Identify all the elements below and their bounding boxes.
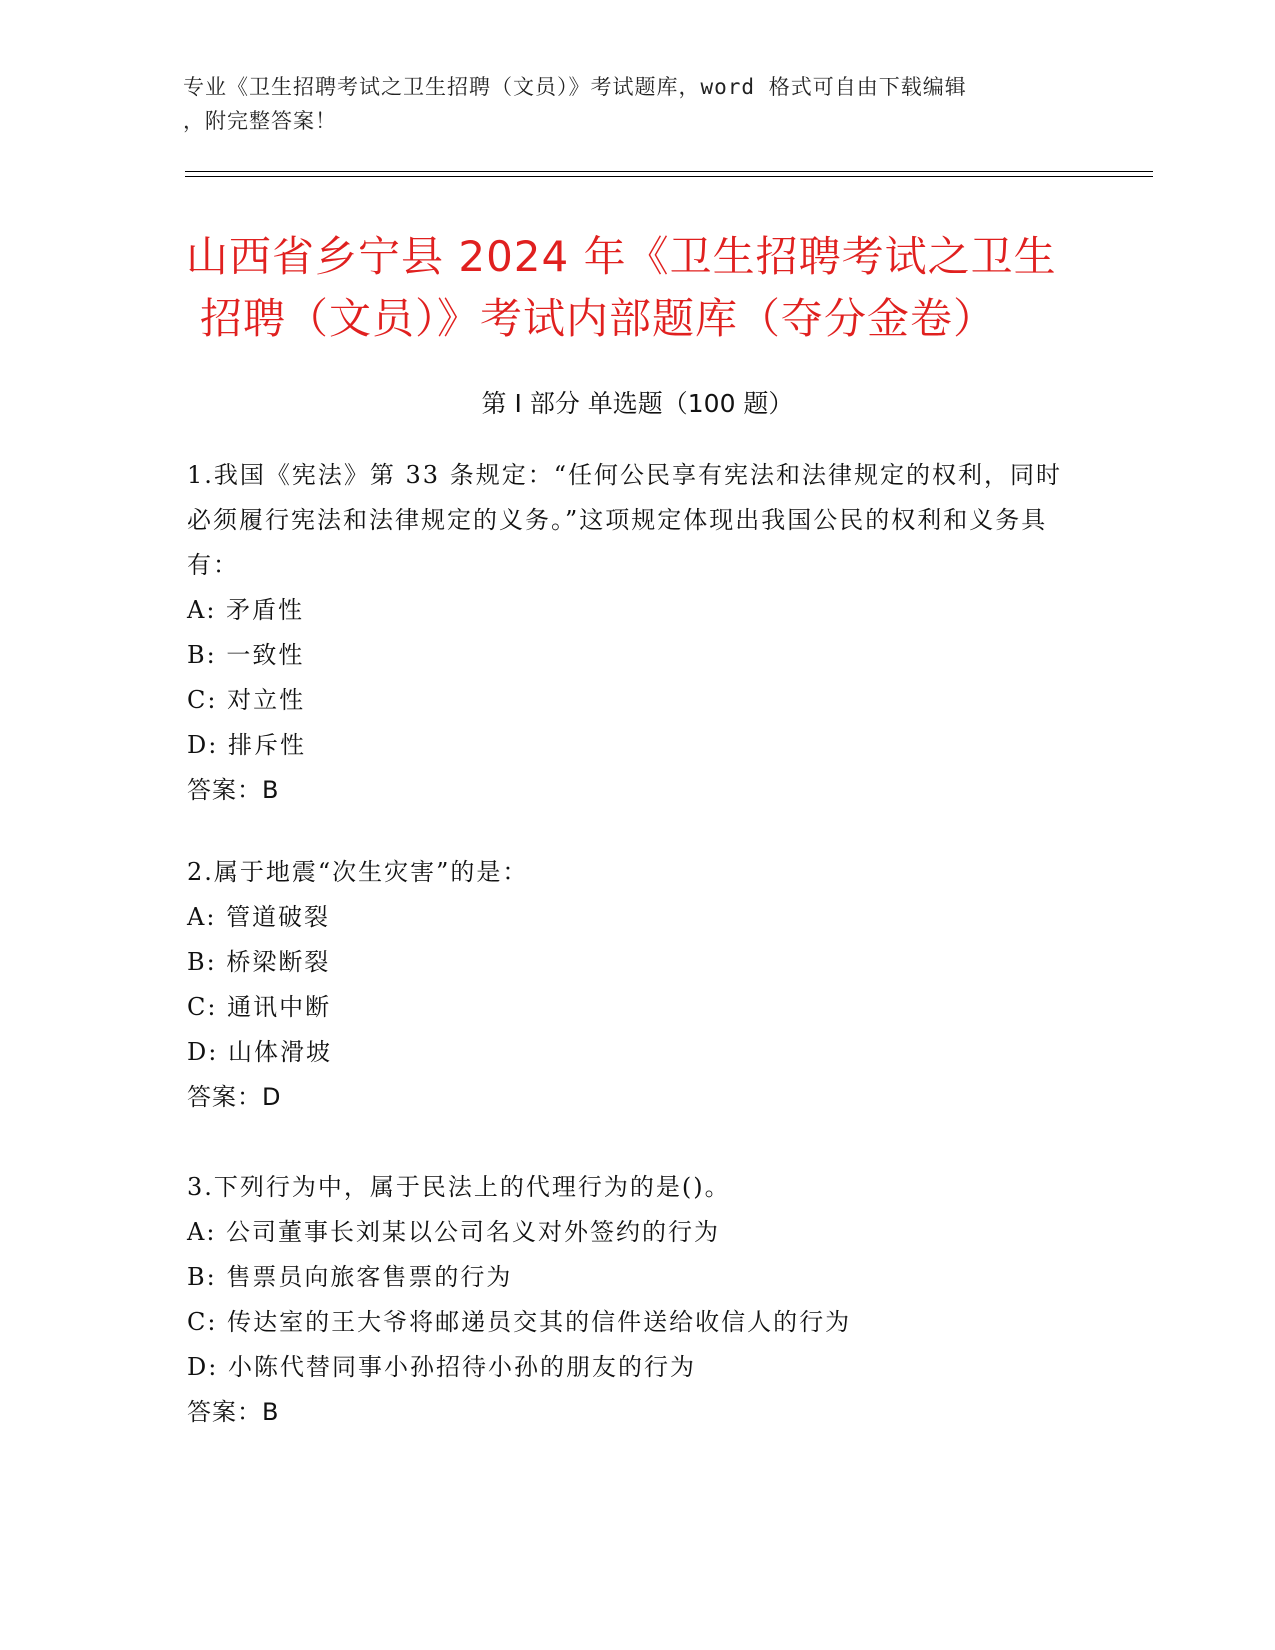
answer: 答案：B [187,1398,280,1426]
option-b: B: 一致性 [187,641,305,669]
question-3 [187,1165,1087,1435]
option-c: C: 传达室的王大爷将邮递员交其的信件送给收信人的行为 [187,1308,852,1336]
document-title-line1: 山西省乡宁县 2024 年《卫生招聘考试之卫生 [186,232,1057,281]
option-d: D: 排斥性 [187,731,306,759]
question-stem: 2.属于地震“次生灾害”的是： [187,858,529,886]
option-b: B: 桥梁断裂 [187,948,331,976]
option-a: A: 矛盾性 [187,596,305,624]
answer: 答案：D [187,1083,282,1111]
header-divider-top [185,171,1153,172]
section-heading: 第 I 部分 单选题（100 题） [481,389,794,418]
answer: 答案：B [187,776,280,804]
question-stem: 1.我国《宪法》第 33 条规定：“任何公民享有宪法和法律规定的权利，同时必须履行宪法和法律规定的义务。”这项规定体现出我国公民的权利和义务具有： [187,461,1062,579]
header-divider-bottom [185,176,1153,177]
option-a: A: 管道破裂 [187,903,331,931]
question-2 [187,850,1087,1120]
question-1 [187,453,1087,813]
document-title [186,226,1086,350]
header-note: 专业《卫生招聘考试之卫生招聘（文员）》考试题库，word 格式可自由下载编辑 ，附完整答案！ [183,75,967,133]
document-title-line2: 招聘（文员）》考试内部题库（夺分金卷） [200,294,997,343]
question-stem: 3.下列行为中，属于民法上的代理行为的是()。 [187,1173,731,1201]
option-d: D: 山体滑坡 [187,1038,332,1066]
option-c: C: 对立性 [187,686,306,714]
option-b: B: 售票员向旅客售票的行为 [187,1263,513,1291]
option-c: C: 通讯中断 [187,993,332,1021]
option-a: A: 公司董事长刘某以公司名义对外签约的行为 [187,1218,721,1246]
option-d: D: 小陈代替同事小孙招待小孙的朋友的行为 [187,1353,696,1381]
